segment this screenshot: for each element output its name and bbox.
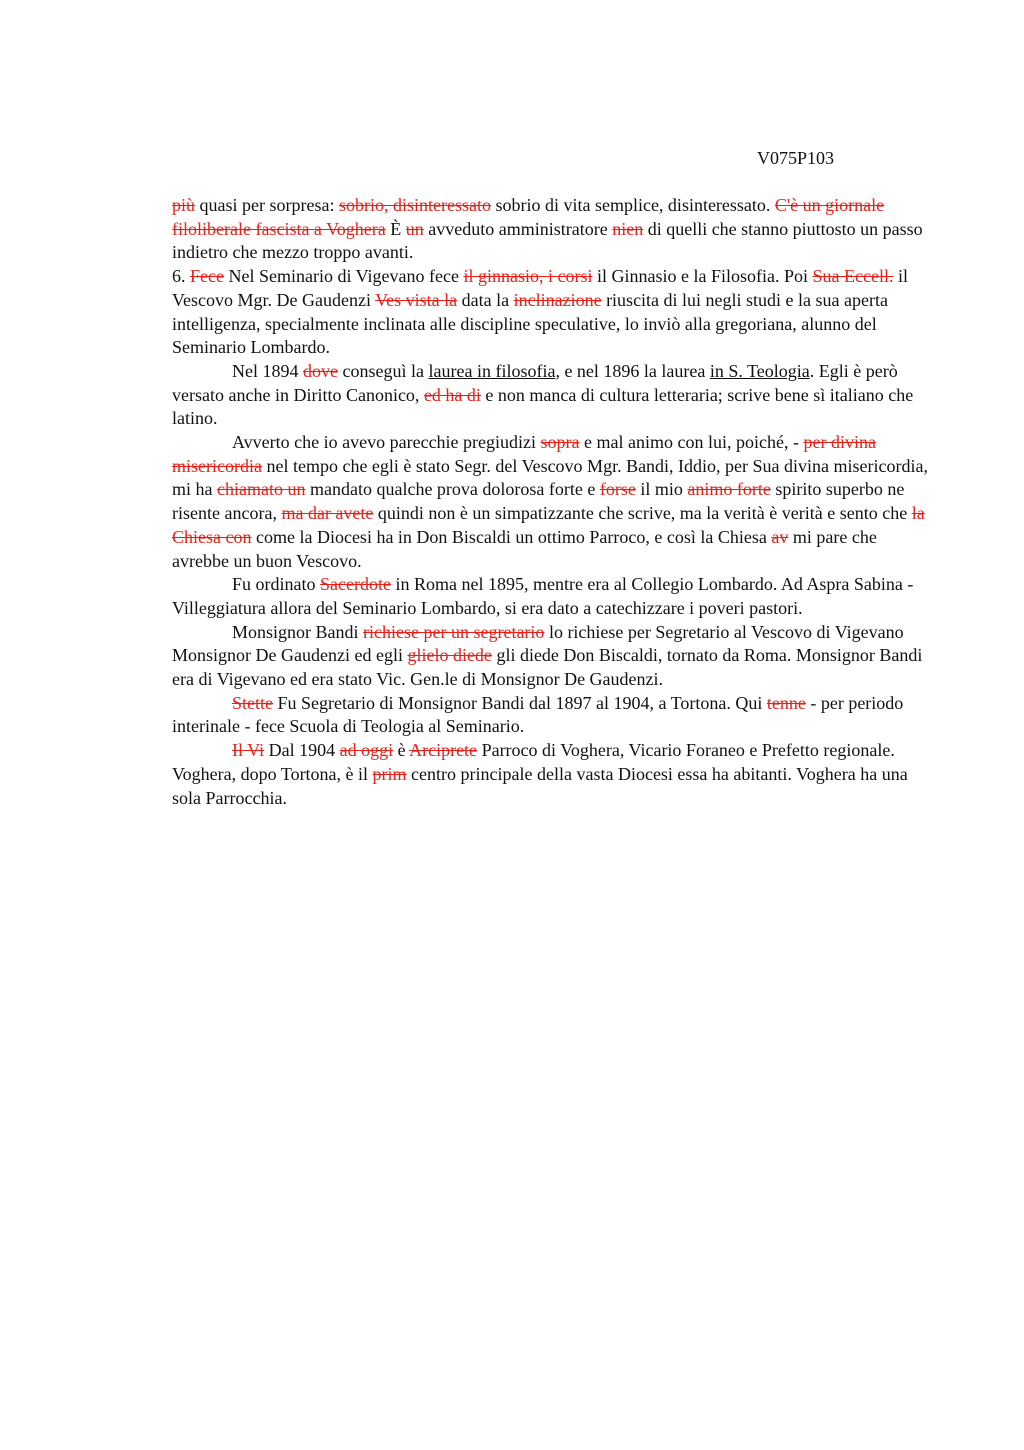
text-run: e mal animo con lui, poiché, - [579,432,804,453]
text-run: sobrio di vita semplice, disinteressato. [490,195,775,215]
deleted-text: nien [612,218,644,239]
text-run: avveduto amministratore [423,218,613,239]
text-run: nel tempo che egli è stato Segr. del Vescovo Mgr. Bandi, Iddio, per Sua divina misericordia, mi ha [172,455,928,500]
document-body [172,194,932,810]
text-run: È [385,218,406,239]
deleted-text: ad oggi [339,740,394,761]
deleted-text: C'è un giornale filoliberale fascista a Voghera [172,195,885,239]
text-run: il Vescovo Mgr. De Gaudenzi [172,266,908,310]
text-run: . Egli è però versato anche in Diritto Canonico, [172,360,898,405]
deleted-text: av [771,526,789,547]
text-run: come la Diocesi ha in Don Biscaldi un ottimo Parroco, e così la Chiesa [251,526,772,547]
text-run: data la [457,289,514,310]
page-code: V075P103 [757,148,835,168]
deleted-text: ma dar avete [281,503,374,524]
text-run: centro principale della vasta Diocesi essa ha abitanti. Voghera ha una sola Parrocchia. [172,763,908,808]
paragraph [172,360,932,431]
deleted-text: Il Vi [232,740,265,761]
text-run: in Roma nel 1895, mentre era al Collegio Lombardo. Ad Aspra Sabina - Villeggiatura allora del Seminario Lombardo, si era dato a catechizzare i poveri pastori. [172,574,914,618]
text-run: Nel 1894 [232,360,303,381]
paragraph [172,621,932,692]
paragraph [172,692,932,739]
deleted-text: inclinazione [513,289,602,310]
deleted-text: Fece [190,266,224,287]
deleted-text: Stette [232,692,273,713]
text-run: conseguì la [338,360,429,381]
deleted-text: Ves vista la [375,289,458,310]
deleted-text: la Chiesa con [172,503,925,547]
text-run: Monsignor Bandi [232,621,364,642]
paragraph [172,573,932,620]
deleted-text: dove [303,360,338,381]
paragraph [172,265,932,360]
text-run: Fu ordinato [232,574,320,595]
deleted-text: chiamato un [217,479,306,500]
text-run: è [393,740,410,761]
deleted-text: più [172,195,196,215]
deleted-text: sopra [540,432,580,453]
text-run: e non manca di cultura letteraria; scrive bene sì italiano che latino. [172,384,914,429]
text-run: quindi non è un simpatizzante che scrive, ma la verità è verità e sento che [373,503,912,524]
text-run: di quelli che stanno piuttosto un passo indietro che mezzo troppo avanti. [172,218,923,263]
text-run: lo richiese per Segretario al Vescovo di Vigevano Monsignor De Gaudenzi ed egli [172,621,904,666]
text-run: Avverto che io avevo parecchie pregiudizi [232,432,541,453]
text-run: Dal 1904 [264,740,340,761]
deleted-text: animo forte [687,479,771,500]
text-run: quasi per sorpresa: [195,195,339,215]
text-run: Fu Segretario di Monsignor Bandi dal 1897 al 1904, a Tortona. Qui [273,692,767,713]
text-run: il Ginnasio e la Filosofia. Poi [592,266,813,287]
text-run: mandato qualche prova dolorosa forte e [305,479,600,500]
paragraph [172,431,932,573]
deleted-text: per divina misericordia [172,432,876,476]
text-run: gli diede Don Biscaldi, tornato da Roma. Monsignor Bandi era di Vigevano ed era stato Vic. Gen.le di Monsignor De Gaudenzi. [172,645,923,690]
deleted-text: il ginnasio, i corsi [463,266,593,287]
text-run: il mio [635,479,688,500]
text-run: Nel Seminario di Vigevano fece [223,266,464,287]
deleted-text: ed ha di [423,384,481,405]
deleted-text: tenne [766,692,806,713]
deleted-text: Sua Eccell. [812,266,894,287]
underlined-text: laurea in filosofia [428,360,556,381]
deleted-text: richiese per un segretario [363,621,545,642]
paragraph [172,739,932,810]
underlined-text: in S. Teologia [709,360,810,381]
text-run: Parroco di Voghera, Vicario Foraneo e Prefetto regionale. Voghera, dopo Tortona, è il [172,740,895,784]
text-run: mi pare che avrebbe un buon Vescovo. [172,526,877,571]
text-run: spirito superbo ne risente ancora, [172,479,905,524]
deleted-text: Arciprete [409,740,478,761]
deleted-text: forse [599,479,636,500]
deleted-text: sobrio, disinteressato [338,195,491,215]
text-run: , e nel 1896 la laurea [555,360,710,381]
deleted-text: glielo diede [407,645,492,666]
text-run: - per periodo interinale - fece Scuola di Teologia al Seminario. [172,692,904,737]
deleted-text: prim [372,763,407,784]
text-run: riuscita di lui negli studi e la sua aperta intelligenza, specialmente inclinata alle discipline speculative, lo inviò alla gregoriana, alunno del Seminario Lombardo. [172,289,888,358]
text-run: 6. [172,266,190,287]
deleted-text: un [405,218,424,239]
paragraph [172,194,932,265]
deleted-text: Sacerdote [320,574,391,595]
